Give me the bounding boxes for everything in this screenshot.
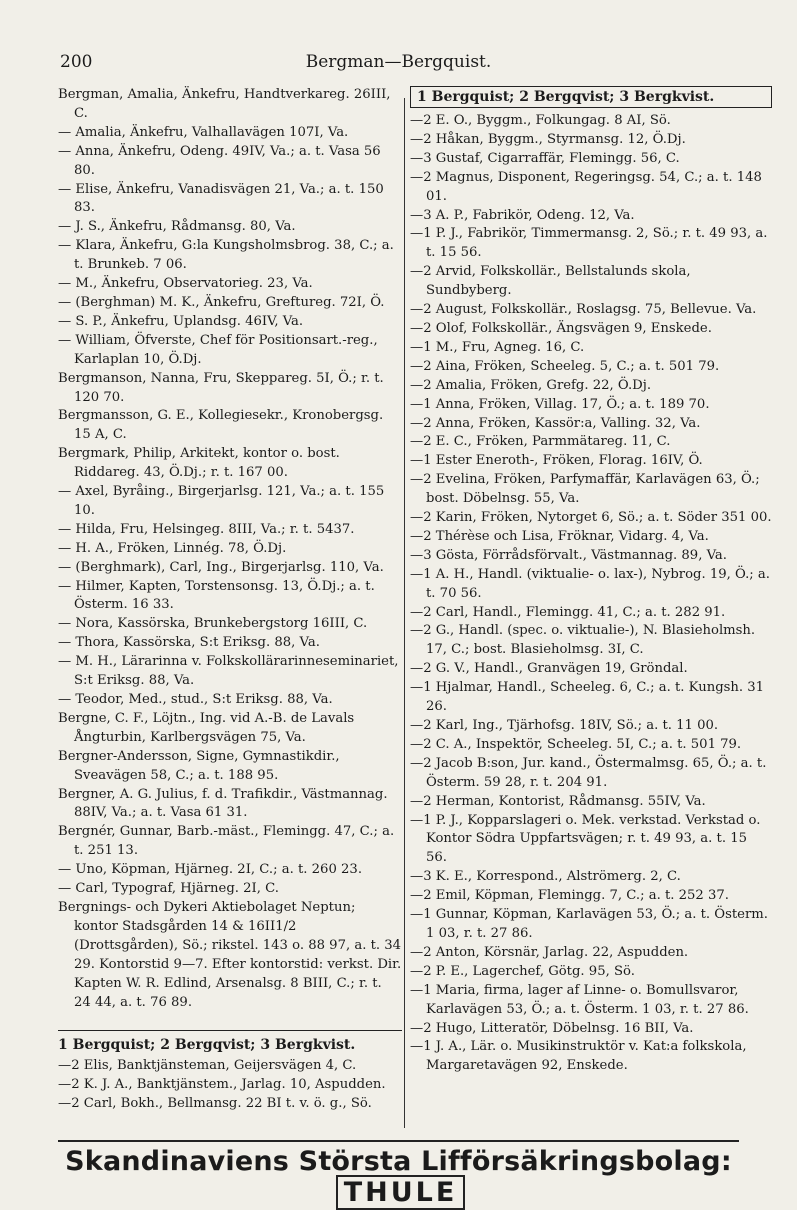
directory-entry: — S. P., Änkefru, Uplandsg. 46IV, Va. (58, 313, 304, 329)
directory-entry: Bergnér, Gunnar, Barb.-mäst., Flemingg. 47, C.; a. t. 251 13. (58, 824, 395, 859)
directory-entry: — (Berghman) M. K., Änkefru, Greftureg. 72I, Ö. (58, 294, 385, 310)
directory-entry: — Elise, Änkefru, Vanadisvägen 21, Va.; a. t. 150 83. (58, 181, 384, 216)
footer-advertisement (58, 1146, 739, 1208)
directory-entry: — Hilda, Fru, Helsingeg. 8III, Va.; r. t. 5437. (58, 521, 355, 537)
directory-entry: —2 Thérèse och Lisa, Fröknar, Vidarg. 4, Va. (410, 528, 709, 544)
directory-entry: —1 Ester Eneroth-, Fröken, Florag. 16IV, Ö. (410, 453, 703, 469)
directory-entry: Bergne, C. F., Löjtn., Ing. vid A.-B. de Lavals Ångturbin, Karlbergsvägen 75, Va. (58, 710, 355, 745)
directory-entry: — Uno, Köpman, Hjärneg. 2I, C.; a. t. 260 23. (58, 862, 363, 878)
directory-entry: —1 A. H., Handl. (viktualie- o. lax-), Nybrog. 19, Ö.; a. t. 70 56. (410, 566, 770, 601)
directory-entry: — Hilmer, Kapten, Torstensonsg. 13, Ö.Dj.; a. t. Österm. 16 33. (58, 578, 375, 613)
directory-entry: —2 Magnus, Disponent, Regeringsg. 54, C.; a. t. 148 01. (410, 169, 762, 204)
directory-entry: Bergner, A. G. Julius, f. d. Trafikdir., Västmannag. 88IV, Va.; a. t. Vasa 61 31. (58, 786, 388, 821)
footer-ad-text: Skandinaviens Största Lifförsäkringsbolag: (65, 1146, 732, 1177)
directory-entry: — William, Öfverste, Chef för Positionsart.-reg., Karlaplan 10, Ö.Dj. (58, 332, 378, 367)
directory-entry: —2 Karin, Fröken, Nytorget 6, Sö.; a. t. Söder 351 00. (410, 510, 772, 526)
directory-entry: Bergman, Amalia, Änkefru, Handtverkareg. 26III, C. (58, 87, 391, 121)
directory-entry: —2 P. E., Lagerchef, Götg. 95, Sö. (410, 963, 635, 979)
directory-entry: —2 Håkan, Byggm., Styrmansg. 12, Ö.Dj. (410, 131, 686, 147)
directory-entry: —1 Hjalmar, Handl., Scheeleg. 6, C.; a. t. Kungsh. 31 26. (410, 680, 765, 715)
right-column (410, 86, 772, 1076)
directory-entry: —2 Herman, Kontorist, Rådmansg. 55IV, Va. (410, 793, 706, 809)
directory-entry: — (Berghmark), Carl, Ing., Birgerjarlsg. 110, Va. (58, 559, 384, 575)
left-separator (58, 1030, 402, 1031)
directory-entry: —2 Arvid, Folkskollär., Bellstalunds skola, Sundbyberg. (410, 264, 691, 299)
directory-entry: —2 Anton, Körsnär, Jarlag. 22, Aspudden. (410, 944, 689, 960)
directory-entry: —3 Gösta, Förrådsförvalt., Västmannag. 89, Va. (410, 547, 727, 563)
directory-entry: —2 Olof, Folkskollär., Ängsvägen 9, Enskede. (410, 320, 712, 336)
directory-entry: — M. H., Lärarinna v. Folkskollärarinneseminariet, S:t Eriksg. 88, Va. (58, 654, 399, 689)
column-divider (404, 98, 405, 1128)
directory-entry: —2 Jacob B:son, Jur. kand., Östermalmsg. 65, Ö.; a. t. Österm. 59 28, r. t. 204 91. (410, 755, 767, 790)
directory-entry: —2 G. V., Handl., Granvägen 19, Gröndal. (410, 661, 688, 677)
directory-entry: — M., Änkefru, Observatorieg. 23, Va. (58, 276, 313, 292)
running-title: Bergman—Bergquist. (305, 52, 492, 72)
directory-entry: —3 K. E., Korrespond., Alströmerg. 2, C. (410, 869, 681, 885)
directory-entry: — Teodor, Med., stud., S:t Eriksg. 88, Va. (58, 692, 333, 707)
right-entries (410, 112, 772, 1076)
left-after-box-entries (58, 1057, 402, 1114)
directory-entry: —1 J. A., Lär. o. Musikinstruktör v. Kat:a folkskola, Margaretavägen 92, Enskede. (410, 1039, 747, 1074)
directory-entry: —2 August, Folkskollär., Roslagsg. 75, Bellevue. Va. (410, 302, 757, 318)
left-column (58, 86, 402, 1114)
directory-entry: —2 Anna, Fröken, Kassör:a, Valling. 32, Va. (410, 415, 701, 431)
directory-entry: —2 Emil, Köpman, Flemingg. 7, C.; a. t. 252 37. (410, 888, 729, 904)
right-box-label: 1 Bergquist; 2 Bergqvist; 3 Bergkvist. (410, 86, 772, 108)
directory-entry: —2 Hugo, Litteratör, Döbelnsg. 16 BII, Va. (410, 1020, 694, 1036)
directory-entry: —2 Carl, Handl., Flemingg. 41, C.; a. t. 282 91. (410, 604, 726, 620)
directory-entry: —2 Elis, Banktjänsteman, Geijersvägen 4, C. (58, 1058, 357, 1074)
directory-entry: Bergnings- och Dykeri Aktiebolaget Neptun; kontor Stadsgården 14 & 16II1/2 (Drottsgården), Sö.; rikstel. 143 o. 88 97, a. t. 34 29. Kontorstid 9—7. Efter kontorstid: verkst. Dir. Kapten W. R. Edlind, Arsenalsg. 8 BIII, C.; r. t. 24 44, a. t. 76 89. (58, 899, 402, 1010)
directory-entry: — Carl, Typograf, Hjärneg. 2I, C. (58, 881, 279, 897)
directory-entry: — Anna, Änkefru, Odeng. 49IV, Va.; a. t. Vasa 56 80. (58, 143, 381, 178)
directory-entry: — Klara, Änkefru, G:la Kungsholmsbrog. 38, C.; a. t. Brunkeb. 7 06. (58, 238, 394, 273)
directory-entry: —1 Anna, Fröken, Villag. 17, Ö.; a. t. 189 70. (410, 396, 710, 412)
directory-entry: —2 Carl, Bokh., Bellmansg. 22 BI t. v. ö. g., Sö. (58, 1096, 372, 1112)
directory-entry: —2 Evelina, Fröken, Parfymaffär, Karlavägen 63, Ö.; bost. Döbelnsg. 55, Va. (410, 472, 760, 507)
directory-entry: Bergmansson, G. E., Kollegiesekr., Kronobergsg. 15 A, C. (58, 408, 384, 443)
directory-entry: — Thora, Kassörska, S:t Eriksg. 88, Va. (58, 635, 320, 651)
page-header (60, 52, 737, 82)
directory-entry: —2 G., Handl. (spec. o. viktualie-), N. Blasieholmsh. 17, C.; bost. Blasieholmsg. 3I, C. (410, 623, 756, 658)
footer-rule (58, 1140, 739, 1142)
directory-entry: —1 M., Fru, Agneg. 16, C. (410, 339, 585, 355)
directory-entry: —2 K. J. A., Banktjänstem., Jarlag. 10, Aspudden. (58, 1077, 386, 1093)
footer-brand: THULE (336, 1175, 466, 1210)
directory-entry: —3 Gustaf, Cigarraffär, Flemingg. 56, C. (410, 150, 680, 166)
directory-entry: Bergmanson, Nanna, Fru, Skeppareg. 5I, Ö.; r. t. 120 70. (58, 370, 384, 405)
left-box-label: 1 Bergquist; 2 Bergqvist; 3 Bergkvist. (58, 1037, 356, 1054)
directory-entry: —1 Maria, firma, lager af Linne- o. Bomullsvaror, Karlavägen 53, Ö.; a. t. Österm. 1 03, r. t. 27 86. (410, 982, 749, 1017)
directory-entry: — Axel, Byråing., Birgerjarlsg. 121, Va.; a. t. 155 10. (58, 484, 385, 518)
directory-entry: —2 Aina, Fröken, Scheeleg. 5, C.; a. t. 501 79. (410, 358, 720, 374)
directory-entry: —1 Gunnar, Köpman, Karlavägen 53, Ö.; a. t. Österm. 1 03, r. t. 27 86. (410, 907, 768, 941)
directory-entry: —2 Amalia, Fröken, Grefg. 22, Ö.Dj. (410, 377, 652, 393)
directory-entry: —2 C. A., Inspektör, Scheeleg. 5I, C.; a. t. 501 79. (410, 736, 742, 752)
directory-entry: Bergmark, Philip, Arkitekt, kontor o. bost. Riddareg. 43, Ö.Dj.; r. t. 167 00. (58, 446, 340, 481)
directory-entry: — J. S., Änkefru, Rådmansg. 80, Va. (58, 219, 296, 235)
directory-entry: — Nora, Kassörska, Brunkebergstorg 16III, C. (58, 616, 368, 632)
directory-entry: —2 E. C., Fröken, Parmmätareg. 11, C. (410, 434, 671, 450)
directory-entry: —2 E. O., Byggm., Folkungag. 8 AI, Sö. (410, 113, 671, 128)
directory-entry: — Amalia, Änkefru, Valhallavägen 107I, Va. (58, 124, 349, 140)
left-entries (58, 86, 402, 1012)
directory-entry: Bergner-Andersson, Signe, Gymnastikdir., Sveavägen 58, C.; a. t. 188 95. (58, 748, 340, 783)
page-number: 200 (60, 52, 93, 72)
directory-entry: —1 P. J., Kopparslageri o. Mek. verkstad. Verkstad o. Kontor Södra Uppfartsvägen; r. t. 49 93, a. t. 15 56. (410, 812, 761, 866)
directory-entry: —3 A. P., Fabrikör, Odeng. 12, Va. (410, 207, 635, 223)
directory-entry: —1 P. J., Fabrikör, Timmermansg. 2, Sö.; r. t. 49 93, a. t. 15 56. (410, 226, 768, 261)
directory-entry: — H. A., Fröken, Linnég. 78, Ö.Dj. (58, 540, 287, 556)
directory-entry: —2 Karl, Ing., Tjärhofsg. 18IV, Sö.; a. t. 11 00. (410, 718, 719, 733)
